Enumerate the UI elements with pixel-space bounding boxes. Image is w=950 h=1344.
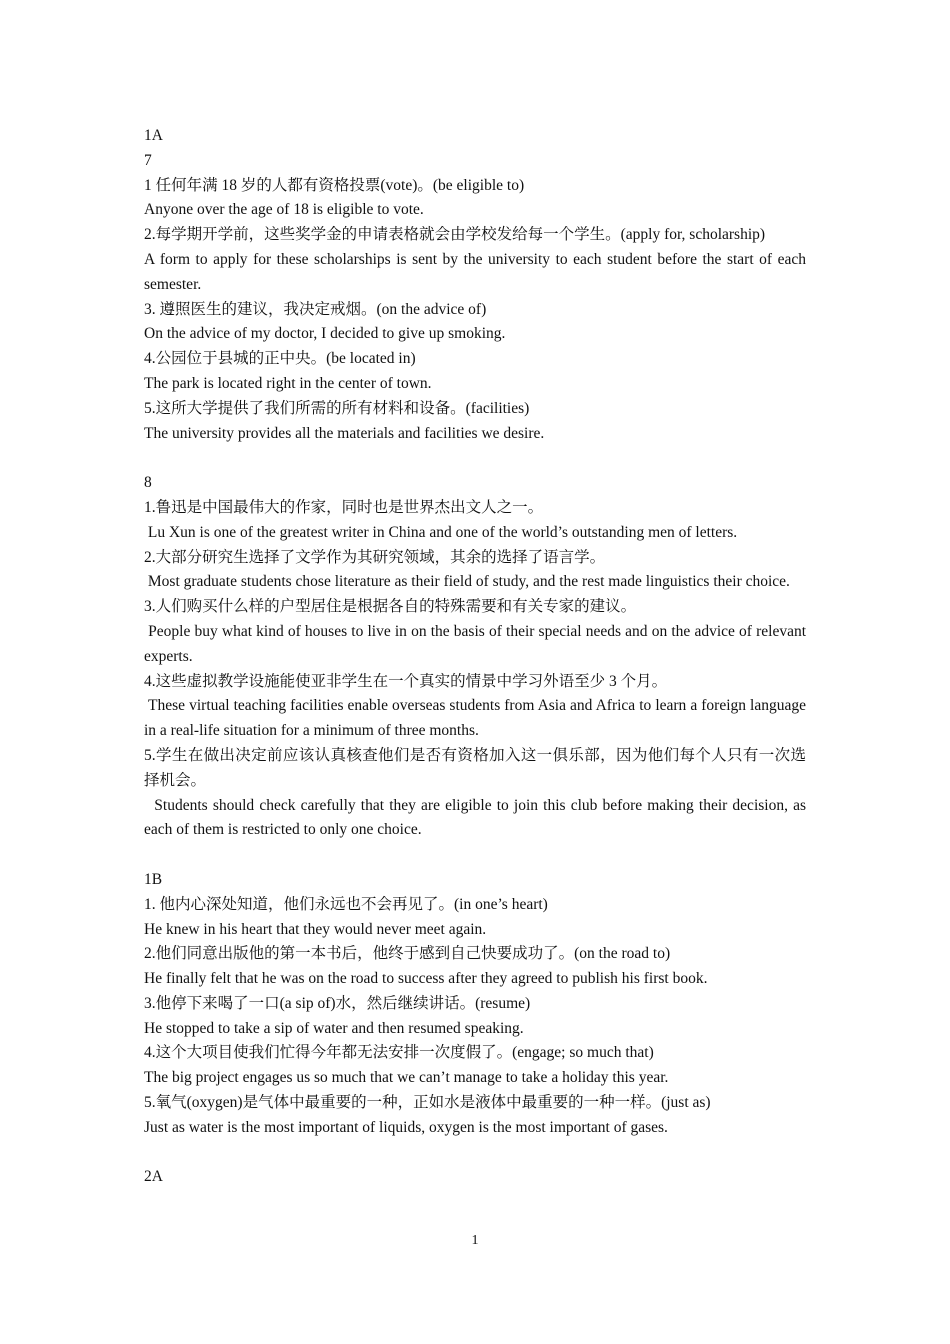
text-line: Anyone over the age of 18 is eligible to vote. <box>144 201 424 219</box>
text-line: 2.每学期开学前，这些奖学金的申请表格就会由学校发给每一个学生。(apply for, scholarship) <box>144 226 766 244</box>
text-line: 4.这些虚拟教学设施能使亚非学生在一个真实的情景中学习外语至少 3 个月。 <box>144 672 668 690</box>
text-line: 1A <box>144 127 163 144</box>
text-line: 8 <box>144 474 152 492</box>
text-line: 5.学生在做出决定前应该认真核查他们是否有资格加入这一俱乐部，因为他们每个人只有一次选择机会。 <box>144 746 806 789</box>
blank-line <box>144 843 806 868</box>
text-line: 5.氧气(oxygen)是气体中最重要的一种，正如水是液体中最重要的一种一样。(just as) <box>144 1094 711 1112</box>
text-line: 3.他停下来喝了一口(a sip of)水，然后继续讲话。(resume) <box>144 994 531 1012</box>
text-line: 3.人们购买什么样的户型居住是根据各自的特殊需要和有关专家的建议。 <box>144 598 637 616</box>
text-line: 4.这个大项目使我们忙得今年都无法安排一次度假了。(engage; so much that) <box>144 1044 654 1062</box>
text-line: 1B <box>144 870 163 888</box>
text-line: Just as water is the most important of liquids, oxygen is the most important of gases. <box>144 1118 668 1136</box>
text-line: These virtual teaching facilities enable overseas students from Asia and Africa to learn a foreign language in a real-life situation for a minimum of three months. <box>144 697 810 740</box>
text-line: He stopped to take a sip of water and then resumed speaking. <box>144 1019 524 1037</box>
text-line: Students should check carefully that they are eligible to join this club before making their decision, as each of them is restricted to only one choice. <box>144 796 810 839</box>
page-number: 1 <box>471 1233 479 1248</box>
text-line: On the advice of my doctor, I decided to give up smoking. <box>144 325 506 343</box>
text-line: People buy what kind of houses to live in on the basis of their special needs and on the advice of relevant experts. <box>144 622 810 665</box>
text-line: 4.公园位于县城的正中央。(be located in) <box>144 350 416 368</box>
text-line: The big project engages us so much that we can’t manage to take a holiday this year. <box>144 1069 669 1087</box>
text-line: Lu Xun is one of the greatest writer in China and one of the world’s outstanding men of letters. <box>144 523 738 541</box>
text-line: 3. 遵照医生的建议，我决定戒烟。(on the advice of) <box>144 300 487 318</box>
blank-line <box>144 1141 806 1166</box>
document-body <box>144 124 810 1190</box>
text-line: 1.鲁迅是中国最伟大的作家，同时也是世界杰出文人之一。 <box>144 498 544 516</box>
text-line: The park is located right in the center of town. <box>144 374 432 392</box>
blank-line <box>144 446 806 471</box>
text-line: Most graduate students chose literature as their field of study, and the rest made linguistics their choice. <box>144 573 790 591</box>
text-line: 7 <box>144 151 152 169</box>
text-line: 5.这所大学提供了我们所需的所有材料和设备。(facilities) <box>144 399 530 417</box>
text-line: 2.大部分研究生选择了文学作为其研究领域，其余的选择了语言学。 <box>144 548 606 566</box>
text-line: He finally felt that he was on the road to success after they agreed to publish his first book. <box>144 970 708 988</box>
text-line: 1. 他内心深处知道，他们永远也不会再见了。(in one’s heart) <box>144 895 548 913</box>
text-line: He knew in his heart that they would never meet again. <box>144 920 487 938</box>
text-line: The university provides all the materials and facilities we desire. <box>144 424 545 442</box>
text-line: A form to apply for these scholarships is sent by the university to each student before the start of each semester. <box>144 250 810 293</box>
text-line: 2.他们同意出版他的第一本书后，他终于感到自己快要成功了。(on the road to) <box>144 945 671 963</box>
text-line: 1 任何年满 18 岁的人都有资格投票(vote)。(be eligible to) <box>144 176 525 194</box>
text-line: 2A <box>144 1168 163 1186</box>
